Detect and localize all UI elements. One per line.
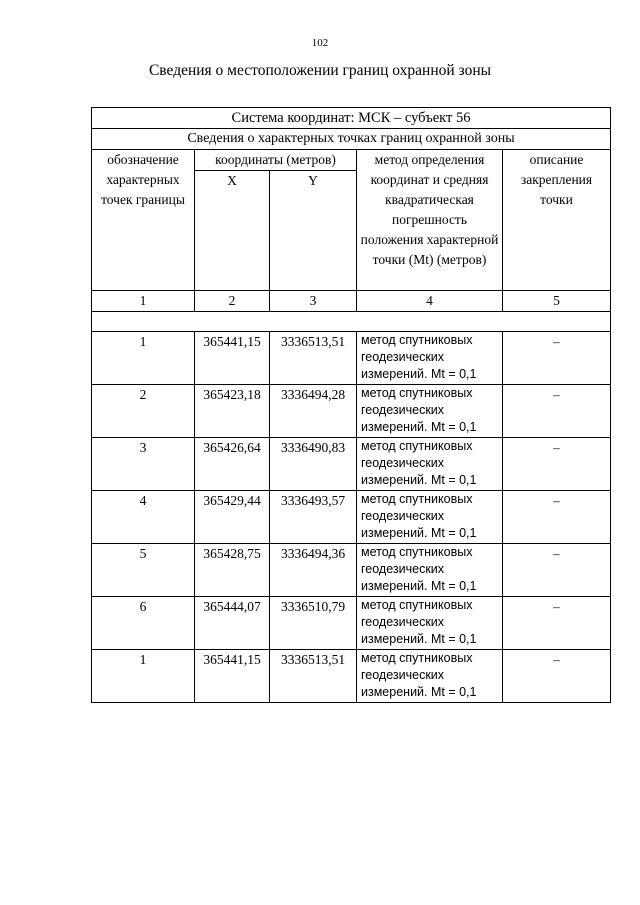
table-row [92,438,611,491]
column-index-cell: 4 [357,291,503,312]
y-coordinate-cell: 3336510,79 [270,597,357,650]
table-row [92,597,611,650]
coordinate-system-header: Система координат: МСК – субъект 56 [92,108,611,129]
y-coordinate-cell: 3336493,57 [270,491,357,544]
y-coordinate-cell: 3336513,51 [270,332,357,385]
method-cell: метод спутниковых геодезических измерений. Mt = 0,1 [357,438,503,491]
x-coordinate-cell: 365426,64 [195,438,270,491]
y-coordinate-cell: 3336490,83 [270,438,357,491]
method-cell: метод спутниковых геодезических измерений. Mt = 0,1 [357,332,503,385]
point-number-cell: 1 [92,650,195,703]
column-index-row [92,291,611,312]
table-row [92,332,611,385]
x-coordinate-cell: 365441,15 [195,332,270,385]
point-number-cell: 2 [92,385,195,438]
column-index-cell: 3 [270,291,357,312]
method-header: метод определения координат и средняя квадратическая погрешность положения характерной точки (Mt) (метров) [357,150,503,291]
description-cell: – [503,438,611,491]
data-rows [92,332,611,703]
point-number-cell: 1 [92,332,195,385]
method-cell: метод спутниковых геодезических измерений. Mt = 0,1 [357,385,503,438]
description-header: описание закрепления точки [503,150,611,291]
method-cell: метод спутниковых геодезических измерений. Mt = 0,1 [357,650,503,703]
y-header: Y [270,171,357,291]
description-cell: – [503,650,611,703]
page-number: 102 [311,37,329,49]
table-row [92,650,611,703]
description-cell: – [503,332,611,385]
description-cell: – [503,597,611,650]
column-index-cell: 2 [195,291,270,312]
section-title-header: Сведения о характерных точках границ охранной зоны [92,129,611,150]
description-cell: – [503,385,611,438]
method-cell: метод спутниковых геодезических измерений. Mt = 0,1 [357,597,503,650]
table-row [92,544,611,597]
point-number-cell: 3 [92,438,195,491]
coordinates-header: координаты (метров) [195,150,357,171]
y-coordinate-cell: 3336494,28 [270,385,357,438]
x-coordinate-cell: 365444,07 [195,597,270,650]
table-row [92,491,611,544]
y-coordinate-cell: 3336494,36 [270,544,357,597]
y-coordinate-cell: 3336513,51 [270,650,357,703]
table-row [92,385,611,438]
blank-cell [92,312,611,332]
description-cell: – [503,491,611,544]
column-index-cell: 5 [503,291,611,312]
description-cell: – [503,544,611,597]
x-header: X [195,171,270,291]
point-number-cell: 4 [92,491,195,544]
document-title: Сведения о местоположении границ охранной зоны [148,62,492,79]
boundary-points-table [91,107,611,703]
blank-row [92,312,611,332]
point-number-cell: 6 [92,597,195,650]
column-index-cell: 1 [92,291,195,312]
method-cell: метод спутниковых геодезических измерений. Mt = 0,1 [357,491,503,544]
point-designation-header: обозначение характерных точек границы [92,150,195,291]
x-coordinate-cell: 365423,18 [195,385,270,438]
x-coordinate-cell: 365429,44 [195,491,270,544]
method-cell: метод спутниковых геодезических измерений. Mt = 0,1 [357,544,503,597]
x-coordinate-cell: 365441,15 [195,650,270,703]
x-coordinate-cell: 365428,75 [195,544,270,597]
point-number-cell: 5 [92,544,195,597]
